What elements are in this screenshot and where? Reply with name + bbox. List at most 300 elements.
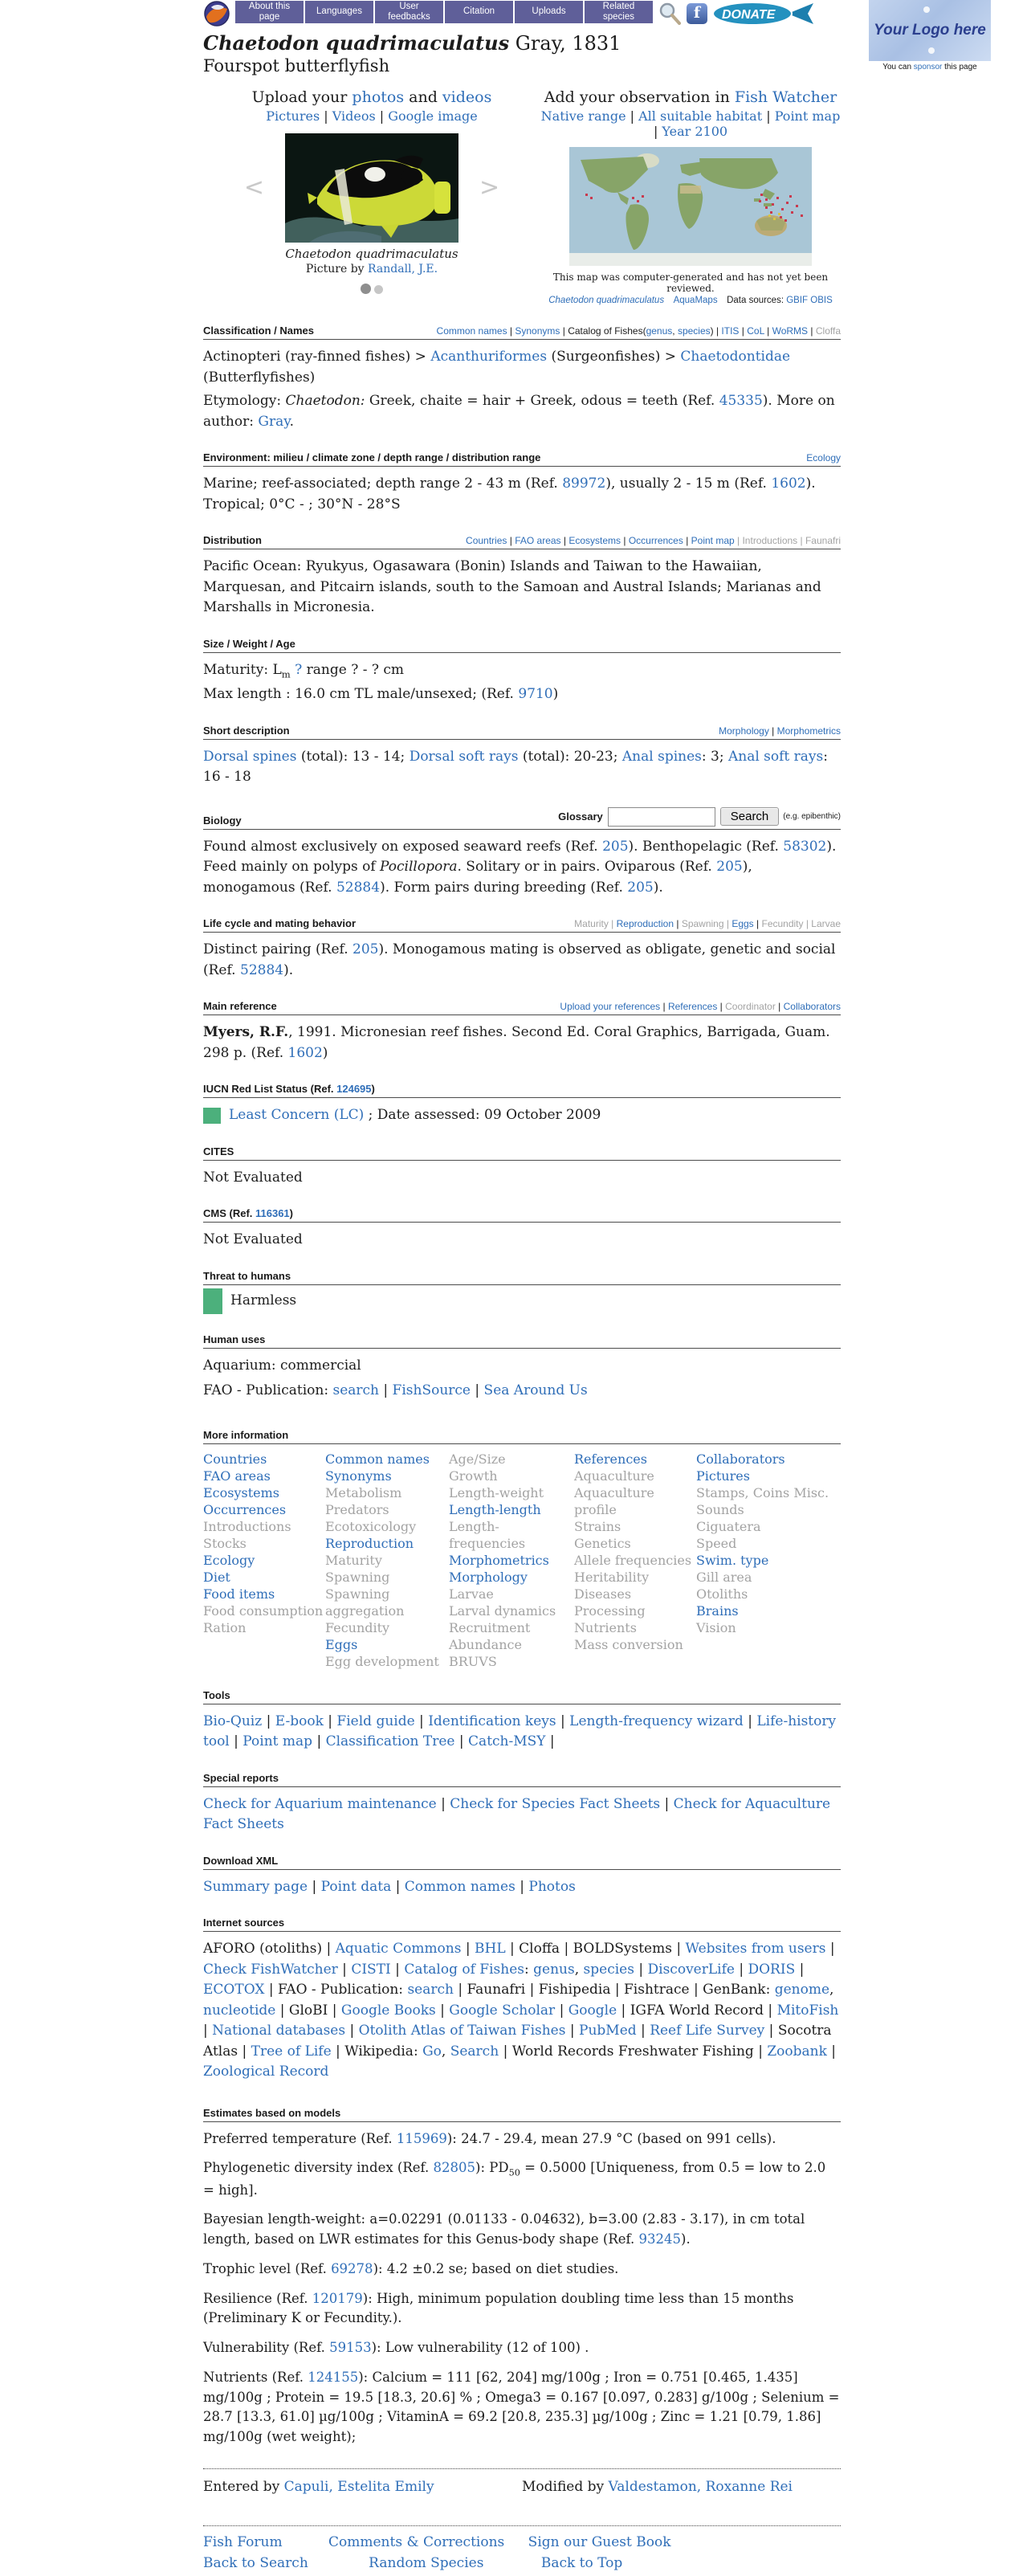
link[interactable]: Point map (774, 108, 841, 124)
link[interactable]: 52884 (240, 961, 284, 978)
section-title: Estimates based on models (203, 2106, 341, 2119)
tab-citation[interactable]: Citation (445, 1, 513, 23)
link[interactable]: Websites from users (685, 1941, 826, 1958)
threat-status-color-square (203, 1288, 222, 1314)
text-segment: ): 4.2 ±0.2 se; based on diet studies. (373, 2260, 619, 2276)
link[interactable]: ECOTOX (203, 1982, 265, 1998)
text-segment: Chaetodon quadrimaculatus (203, 31, 510, 55)
text-segment: , (829, 1982, 834, 1998)
section-cms (203, 1207, 841, 1251)
link[interactable]: videos (442, 88, 492, 106)
distribution-map[interactable] (569, 147, 812, 266)
section-classification (203, 325, 841, 432)
link[interactable]: Check for Aquarium maintenance (203, 1795, 437, 1812)
more-info-item: Allele frequencies (574, 1552, 692, 1568)
text-segment: , (672, 325, 678, 337)
link[interactable]: search (407, 1982, 454, 1998)
link[interactable]: Dorsal soft rays (409, 748, 519, 765)
estimate-nutrients (203, 2368, 841, 2447)
text-segment: Upload your (251, 88, 352, 106)
link[interactable]: 1602 (771, 476, 806, 492)
link[interactable]: Point map (242, 1733, 313, 1750)
link[interactable]: Check for Species Fact Sheets (450, 1795, 661, 1812)
link[interactable]: 9710 (518, 686, 553, 703)
facebook-icon[interactable]: f (687, 3, 707, 24)
link-back-to-top[interactable]: Back to Top (540, 2554, 623, 2571)
tab-about-this-page[interactable]: About this page (235, 1, 304, 23)
text-segment: Chaetodon: (285, 393, 365, 409)
text-segment: | (762, 108, 775, 124)
section-title: Special reports (203, 1771, 279, 1784)
more-info-link[interactable]: Common names (325, 1451, 430, 1467)
text-segment: FAO - Publication: (203, 1382, 333, 1399)
estimate-preferred-temperature (203, 2129, 841, 2149)
link[interactable]: 116361 (255, 1207, 290, 1220)
link[interactable]: Reef Life Survey (650, 2023, 765, 2039)
link-guest-book[interactable]: Sign our Guest Book (528, 2533, 671, 2550)
text-segment: | GloBI | (275, 2002, 341, 2019)
link[interactable]: 205 (352, 941, 379, 958)
text-segment: | (626, 108, 639, 124)
link[interactable]: MitoFish (776, 2002, 839, 2019)
text-segment: ), usually 2 - 15 m (Ref. (605, 476, 772, 492)
estimate-phylogenetic-diversity (203, 2158, 841, 2200)
sponsor-area (869, 0, 991, 71)
link[interactable]: species (583, 1961, 634, 1978)
link[interactable]: sponsor (913, 63, 943, 71)
text-segment: Modified by (522, 2478, 609, 2495)
text-segment: | (507, 325, 516, 337)
text-segment: | (768, 725, 777, 737)
more-info-link[interactable]: Swim. type (696, 1552, 769, 1568)
link[interactable]: CISTI (351, 1961, 391, 1978)
link[interactable]: Catalog of Fishes (404, 1961, 525, 1978)
link[interactable]: Randall, J.E. (368, 263, 438, 276)
more-info-link[interactable]: Collaborators (696, 1451, 785, 1467)
text-segment: ), monogamous (Ref. (203, 859, 752, 896)
observation-heading (540, 88, 841, 106)
link[interactable]: Point data (320, 1878, 392, 1895)
tab-languages[interactable]: Languages (305, 1, 373, 23)
photo-column (203, 88, 540, 305)
section-special-reports (203, 1772, 841, 1835)
link[interactable]: Common names (436, 325, 507, 337)
link[interactable]: 82805 (433, 2160, 476, 2176)
section-links (719, 725, 841, 737)
link[interactable]: Upload your references (560, 1001, 661, 1013)
text-segment: | Faunafri | Fishipedia | Fishtrace | GenBank: (453, 1982, 775, 1998)
more-info-link[interactable]: Ecosystems (203, 1484, 280, 1500)
text-segment: | (565, 2023, 580, 2039)
sponsor-caption (869, 63, 991, 71)
fishbase-logo-icon[interactable] (203, 1, 230, 27)
glossary-search-button[interactable]: Search (720, 807, 780, 826)
text-segment: | (775, 1001, 784, 1013)
cites-text: Not Evaluated (203, 1169, 303, 1186)
entered-by (203, 2479, 522, 2495)
text-segment: . (289, 413, 294, 430)
link[interactable]: Chaetodon quadrimaculatus (548, 296, 665, 305)
link[interactable]: Summary page (203, 1878, 308, 1895)
link[interactable]: Common names (404, 1878, 516, 1895)
link[interactable]: Field guide (336, 1713, 415, 1729)
more-info-link[interactable]: Countries (203, 1451, 267, 1467)
text-segment: | (743, 1713, 757, 1729)
text-segment: | (390, 1961, 405, 1978)
link[interactable]: Year 2100 (662, 124, 728, 139)
more-info-item: BRUVS (449, 1653, 497, 1669)
more-info-link[interactable]: Brains (696, 1602, 739, 1619)
link[interactable]: FishSource (392, 1382, 471, 1399)
text-segment: | (674, 918, 682, 930)
text-segment: this page (942, 63, 977, 71)
text-segment: | (337, 1961, 352, 1978)
more-info-item: Stocks (203, 1535, 247, 1551)
text-segment: | (825, 1941, 835, 1958)
text-segment: Gray, 1831 (509, 32, 621, 55)
text-segment: | (753, 918, 762, 930)
more-info-link[interactable]: Occurrences (203, 1501, 287, 1517)
text-segment: | (734, 1961, 748, 1978)
link[interactable]: E-book (275, 1713, 324, 1729)
link[interactable]: Search (450, 2043, 499, 2060)
more-info-link[interactable]: Ecology (203, 1552, 255, 1568)
link[interactable]: 45335 (719, 393, 763, 409)
more-info-item: Ciguatera (696, 1518, 761, 1534)
link[interactable]: 205 (602, 838, 629, 855)
text-segment: ). Form pairs during breeding (Ref. (380, 879, 628, 896)
link[interactable]: Google Books (340, 2002, 436, 2019)
more-info-link[interactable]: Synonyms (325, 1468, 392, 1484)
text-segment: | (454, 1733, 469, 1750)
estimate-resilience (203, 2289, 841, 2329)
link[interactable]: Anal spines (621, 748, 702, 765)
text-segment: AFORO (otoliths) | (203, 1941, 336, 1958)
link[interactable]: Zoobank (767, 2043, 827, 2060)
link[interactable]: ? (295, 661, 303, 678)
more-info-column-2 (325, 1451, 449, 1670)
more-info-item: Aquaculture profile (574, 1484, 654, 1517)
more-info-item: Length-frequencies (449, 1518, 526, 1551)
text-segment: Found almost exclusively on exposed seaward reefs (Ref. (203, 838, 603, 855)
text-segment: | (414, 1713, 429, 1729)
text-segment: | (636, 2023, 650, 2039)
estimate-trophic-level (203, 2260, 841, 2280)
species-photo (285, 133, 458, 243)
more-info-link[interactable]: Diet (203, 1569, 230, 1585)
link[interactable]: genome (774, 1982, 830, 1998)
text-segment: Maturity | (574, 918, 617, 930)
link[interactable]: 120179 (312, 2290, 363, 2306)
text-segment: Myers, R.F. (203, 1024, 289, 1041)
text-segment: Distinct pairing (Ref. (203, 941, 353, 958)
link[interactable]: Capuli, Estelita Emily (283, 2478, 434, 2495)
link[interactable]: AquaMaps (673, 296, 718, 305)
text-segment: Trophic level (Ref. (203, 2260, 332, 2276)
text-segment: Entered by (203, 2478, 284, 2495)
link[interactable]: 124155 (308, 2369, 359, 2385)
link[interactable]: Length-frequency wizard (569, 1713, 744, 1729)
link[interactable]: OBIS (810, 296, 833, 305)
link-random-species[interactable]: Random Species (369, 2554, 484, 2571)
text-segment: Max length : 16.0 cm TL male/unsexed; (Ref. (203, 686, 519, 703)
more-info-item: Maturity (325, 1552, 382, 1568)
link[interactable]: 124695 (336, 1083, 372, 1096)
text-segment: | (621, 535, 629, 546)
link[interactable]: Google Scholar (449, 2002, 556, 2019)
life-cycle-text (203, 940, 841, 981)
link[interactable]: Identification keys (428, 1713, 556, 1729)
link[interactable]: Acanthuriformes (430, 349, 548, 365)
link[interactable]: Google (568, 2002, 617, 2019)
section-title: Classification / Names (203, 325, 314, 337)
glossary-search-input[interactable] (608, 807, 715, 827)
section-human-uses (203, 1333, 841, 1402)
link-comments-corrections[interactable]: Comments & Corrections (328, 2533, 505, 2550)
human-uses-line1: Aquarium: commercial (203, 1357, 361, 1374)
link[interactable]: BHL (475, 1941, 506, 1958)
sponsor-logo-placeholder[interactable] (869, 0, 991, 61)
carousel-dot[interactable] (374, 285, 383, 294)
section-distribution (203, 534, 841, 618)
more-info-column-3 (449, 1451, 574, 1670)
section-title: More information (203, 1428, 289, 1441)
link[interactable]: Tree of Life (251, 2043, 332, 2060)
iucn-status-color-square (203, 1108, 221, 1124)
special-reports-links (203, 1794, 841, 1835)
section-links (560, 1001, 841, 1012)
text-segment: Add your observation in (544, 88, 735, 106)
link[interactable]: Check for Aquaculture Fact Sheets (203, 1795, 831, 1833)
section-cites (203, 1145, 841, 1189)
link[interactable]: 69278 (331, 2260, 373, 2276)
text-segment: ). Feed mainly on polyps of (203, 838, 837, 876)
more-info-link[interactable]: References (574, 1451, 647, 1467)
link[interactable]: Life-history tool (203, 1713, 837, 1750)
link[interactable]: 205 (716, 859, 743, 876)
text-segment: ). (653, 879, 663, 896)
tab-related-species[interactable]: Related species (585, 1, 653, 23)
link[interactable]: genus (533, 1961, 575, 1978)
more-info-link[interactable]: Reproduction (325, 1535, 414, 1551)
link[interactable]: Catch-MSY (468, 1733, 546, 1750)
link[interactable]: Go (422, 2043, 442, 2060)
link[interactable]: Countries (466, 535, 507, 546)
tab-user-feedbacks[interactable]: User feedbacks (375, 1, 443, 23)
text-segment: ) | (710, 325, 722, 337)
text-segment: | (764, 325, 772, 337)
link[interactable]: Pictures (266, 108, 320, 124)
search-icon[interactable] (658, 2, 682, 26)
link[interactable]: Collaborators (783, 1001, 841, 1013)
link[interactable]: nucleotide (203, 2002, 276, 2019)
cms-text: Not Evaluated (203, 1231, 303, 1248)
text-segment: | (545, 1733, 555, 1750)
distribution-text: Pacific Ocean: Ryukyus, Ogasawara (Bonin) Islands and Taiwan to the Hawaiian, Marquesan, and Pitcairn islands, south to the Samoan and Austral Islands; Marianas and Marshalls in Micronesia. (203, 558, 821, 615)
more-info-item: Nutrients (574, 1619, 637, 1635)
estimate-bayesian-length-weight (203, 2210, 841, 2250)
link[interactable]: Eggs (731, 918, 754, 930)
link[interactable]: National databases (212, 2023, 346, 2039)
text-segment: | (471, 1382, 484, 1399)
map-links (540, 108, 841, 139)
link[interactable]: Valdestamon, Roxanne Rei (608, 2478, 793, 2495)
link[interactable]: genus (646, 325, 673, 337)
more-info-link[interactable]: FAO areas (203, 1468, 271, 1484)
link[interactable]: 52884 (336, 879, 381, 896)
link[interactable]: Dorsal spines (203, 748, 297, 765)
donate-button[interactable] (712, 1, 815, 27)
section-iucn-status (203, 1083, 841, 1126)
section-title (203, 1083, 375, 1095)
link[interactable]: WoRMS (772, 325, 809, 337)
link[interactable]: 59153 (329, 2340, 372, 2356)
text-segment: | (379, 1382, 393, 1399)
text-segment: range ? - ? cm (302, 661, 405, 678)
more-info-link[interactable]: Food items (203, 1586, 275, 1602)
section-threat-to-humans (203, 1270, 841, 1314)
link[interactable]: DiscoverLife (647, 1961, 735, 1978)
link[interactable]: Reproduction (616, 918, 674, 930)
link[interactable]: Photos (528, 1878, 576, 1895)
section-title: Threat to humans (203, 1269, 291, 1282)
link[interactable]: Videos (332, 108, 376, 124)
section-title: Main reference (203, 1000, 277, 1013)
section-title: CITES (203, 1145, 234, 1157)
link[interactable]: CoL (747, 325, 764, 337)
link[interactable]: Classification Tree (325, 1733, 455, 1750)
tab-uploads[interactable]: Uploads (515, 1, 583, 23)
more-info-item: Spawning (325, 1569, 390, 1585)
link[interactable]: 1602 (287, 1044, 323, 1061)
link[interactable]: Point map (691, 535, 735, 546)
section-title: Download XML (203, 1854, 279, 1867)
section-tools (203, 1689, 841, 1753)
photo-caption-species: Chaetodon quadrimaculatus (285, 247, 458, 261)
link[interactable]: Ecology (806, 452, 841, 463)
map-column (540, 88, 841, 305)
previous-photo-arrow[interactable]: < (243, 174, 264, 202)
text-segment: m (281, 667, 291, 680)
link[interactable]: Bio-Quiz (203, 1713, 263, 1729)
more-info-item: Sounds (696, 1501, 744, 1517)
link[interactable]: Chaetodontidae (680, 349, 791, 365)
link[interactable]: Gray (258, 413, 290, 430)
text-segment: , 1991. Micronesian reef fishes. Second Ed. Coral Graphics, Barrigada, Guam. 298 p. (Ref. (203, 1024, 830, 1061)
upload-heading (203, 88, 540, 106)
text-segment: ). (283, 961, 294, 978)
link[interactable]: Ecosystems (568, 535, 621, 546)
text-segment: ). Benthopelagic (Ref. (628, 838, 784, 855)
link[interactable]: GBIF (786, 296, 809, 305)
more-info-link[interactable]: Morphology (449, 1569, 528, 1585)
link[interactable]: Google image (388, 108, 478, 124)
glossary-label: Glossary (558, 810, 603, 823)
text-segment: | (375, 108, 389, 124)
link[interactable]: Least Concern (LC) (229, 1107, 365, 1124)
main-reference-text (203, 1023, 841, 1063)
more-info-link[interactable]: Pictures (696, 1468, 750, 1484)
text-segment: ) (289, 1207, 294, 1220)
section-title: Tools (203, 1688, 230, 1701)
text-segment: ): Low vulnerability (12 of 100) . (371, 2340, 589, 2356)
link[interactable]: 93245 (638, 2231, 682, 2247)
link[interactable]: Native range (540, 108, 626, 124)
link[interactable]: Zoological Record (203, 2064, 329, 2080)
link[interactable]: 115969 (396, 2130, 447, 2146)
text-segment: | (795, 1961, 805, 1978)
text-segment: | IGFA World Record | (617, 2002, 777, 2019)
link[interactable]: References (667, 1001, 718, 1013)
section-title: Environment: milieu / climate zone / depth range / distribution range (203, 451, 541, 463)
link[interactable]: Check FishWatcher (203, 1961, 338, 1978)
link[interactable]: DORIS (748, 1961, 796, 1978)
threat-text: Harmless (230, 1292, 297, 1308)
text-segment: (total): 20-23; (518, 748, 622, 765)
link[interactable]: photos (352, 88, 405, 106)
link[interactable]: 205 (627, 879, 654, 896)
link[interactable]: Morphometrics (776, 725, 841, 737)
link[interactable]: Occurrences (628, 535, 683, 546)
text-segment: Vulnerability (Ref. (203, 2340, 330, 2356)
biology-text (203, 837, 841, 899)
text-segment: Greek, chaite = hair + Greek, odous = teeth (Ref. (365, 393, 719, 409)
link-back-to-search[interactable]: Back to Search (203, 2554, 308, 2571)
section-life-cycle (203, 917, 841, 981)
carousel-dot-active[interactable] (361, 284, 371, 294)
link[interactable]: 58302 (783, 838, 827, 855)
text-segment: | (515, 1878, 529, 1895)
text-segment: CMS (Ref. (203, 1207, 255, 1220)
link[interactable]: PubMed (579, 2023, 637, 2039)
section-biology (203, 807, 841, 899)
next-photo-arrow[interactable]: > (479, 174, 500, 202)
more-info-item: Diseases (574, 1586, 632, 1602)
link[interactable]: search (332, 1382, 379, 1399)
text-segment: Spawning | (681, 918, 732, 930)
link[interactable]: species (677, 325, 711, 337)
text-segment: | (507, 535, 516, 546)
link[interactable]: FAO areas (515, 535, 561, 546)
link[interactable]: Fish Watcher (734, 88, 837, 106)
link[interactable]: Synonyms (515, 325, 560, 337)
more-info-link[interactable]: Length-length (449, 1501, 541, 1517)
link[interactable]: Otolith Atlas of Taiwan Fishes (358, 2023, 566, 2039)
text-segment: ). Tropical; 0°C - ; 30°N - 28°S (203, 476, 816, 512)
text-segment: . Solitary or in pairs. Oviparous (Ref. (457, 859, 717, 876)
link[interactable]: ITIS (721, 325, 740, 337)
more-info-item: Larvae (449, 1586, 494, 1602)
text-segment: | (826, 2043, 837, 2060)
section-estimates (203, 2107, 841, 2447)
link[interactable]: All suitable habitat (638, 108, 763, 124)
text-segment: | (345, 2023, 359, 2039)
text-segment: | World Records Freshwater Fishing | (499, 2043, 768, 2060)
link[interactable]: Aquatic Commons (335, 1941, 462, 1958)
section-download-xml (203, 1855, 841, 1898)
more-info-link[interactable]: Eggs (325, 1636, 358, 1652)
text-segment: | (436, 1795, 450, 1812)
link-fish-forum[interactable]: Fish Forum (203, 2533, 283, 2550)
more-info-link[interactable]: Morphometrics (449, 1552, 549, 1568)
text-segment: | (660, 1795, 674, 1812)
text-segment: | Cloffa | BOLDSystems | (505, 1941, 686, 1958)
link[interactable]: Anal soft rays (727, 748, 824, 765)
link[interactable]: 89972 (562, 476, 606, 492)
link[interactable]: Morphology (719, 725, 769, 737)
more-info-item: Gill area (696, 1569, 752, 1585)
link[interactable]: Sea Around Us (483, 1382, 588, 1399)
